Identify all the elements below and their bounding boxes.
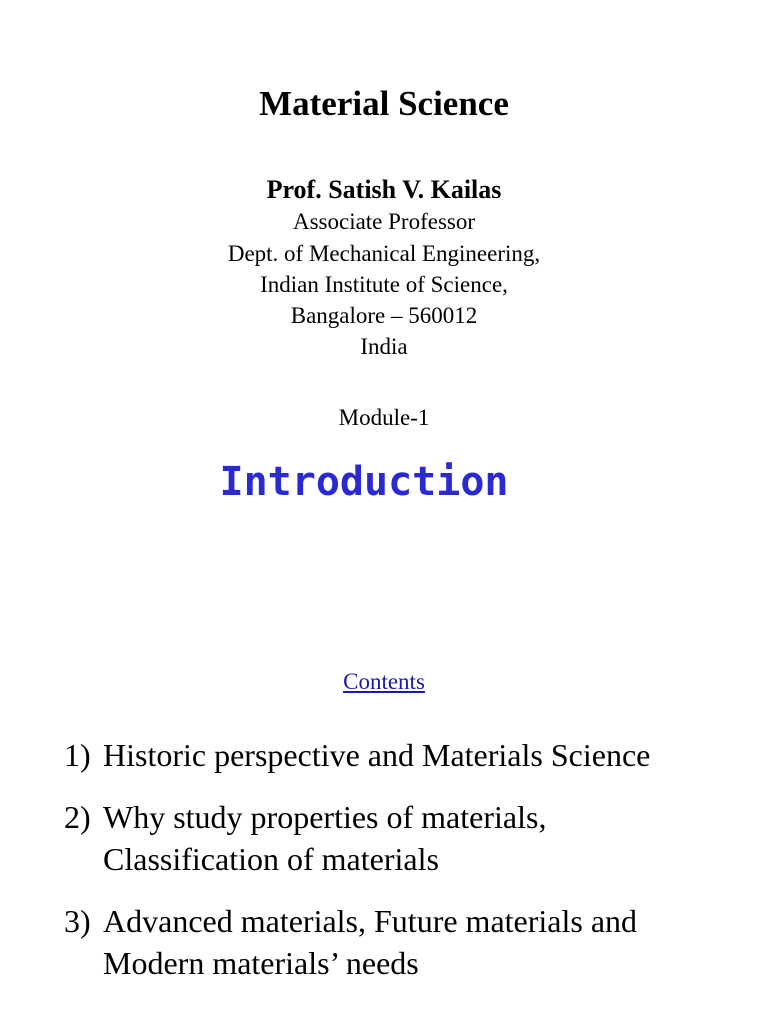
toc-line: Historic perspective and Materials Science [103, 737, 651, 773]
section-heading: Introduction [219, 459, 509, 505]
table-of-contents [64, 734, 754, 1004]
toc-item [64, 734, 754, 776]
author-city: Bangalore – 560012 [290, 303, 478, 328]
author-country: India [360, 334, 408, 359]
author-institute: Indian Institute of Science, [260, 272, 508, 297]
module-label: Module-1 [338, 405, 430, 430]
toc-number: 3) [64, 903, 91, 939]
author-name: Prof. Satish V. Kailas [266, 175, 502, 204]
toc-line: Classification of materials [103, 841, 439, 877]
toc-item [64, 900, 754, 984]
contents-link[interactable]: Contents [343, 669, 425, 694]
toc-line: Why study properties of materials, [103, 799, 547, 835]
toc-number: 1) [64, 737, 91, 773]
toc-item [64, 796, 754, 880]
document-title: Material Science [259, 84, 509, 123]
toc-number: 2) [64, 799, 91, 835]
toc-line: Modern materials’ needs [103, 945, 419, 981]
toc-line: Advanced materials, Future materials and [103, 903, 638, 939]
author-department: Dept. of Mechanical Engineering, [227, 241, 541, 266]
author-position: Associate Professor [292, 209, 476, 234]
